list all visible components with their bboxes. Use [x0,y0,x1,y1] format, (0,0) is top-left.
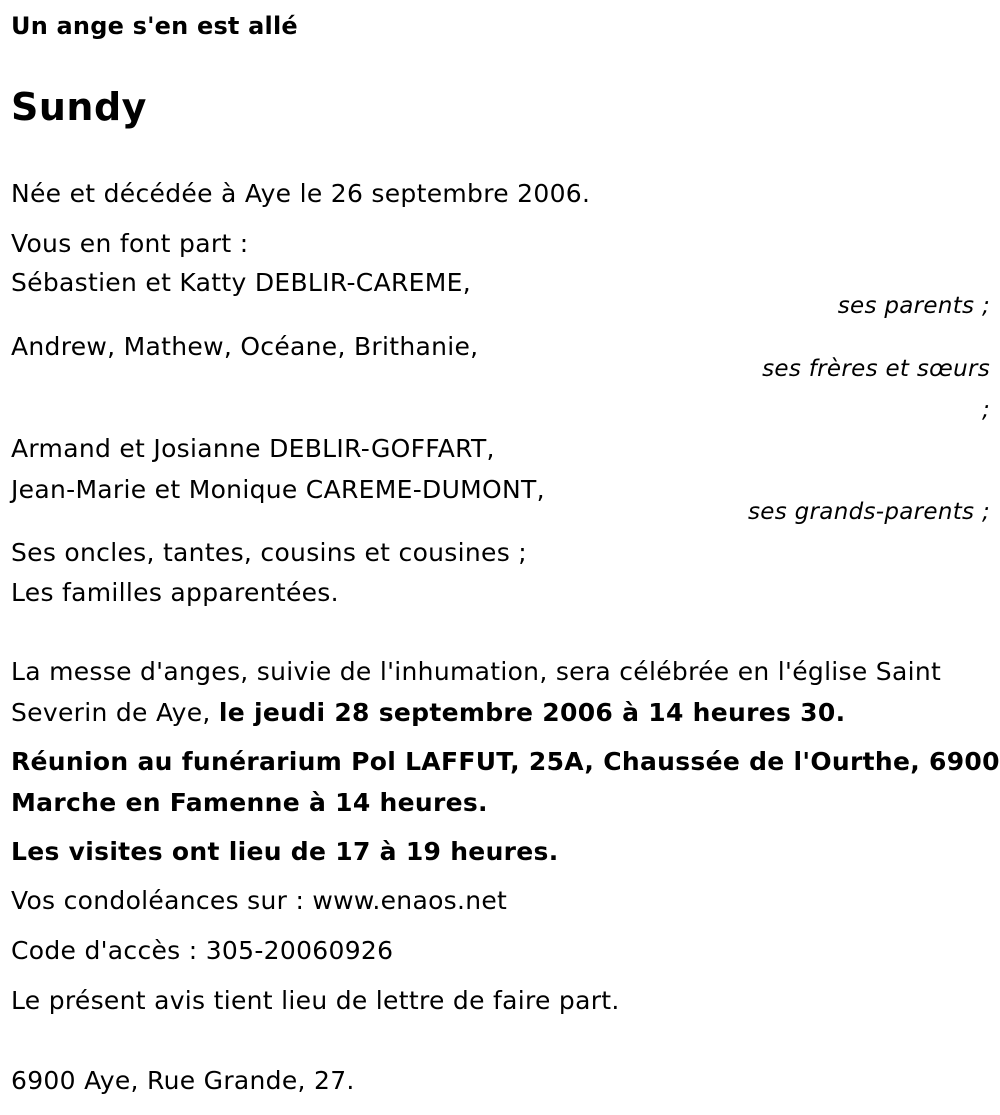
ceremony-line-2 [11,700,845,725]
parents-names: Sébastien et Katty DEBLIR-CAREME, [11,268,471,297]
meeting-line-2: Marche en Famenne à 14 heures. [11,788,488,817]
ceremony-line-1: La messe d'anges, suivie de l'inhumation, sera célébrée en l'église Saint [11,657,942,686]
ceremony-date: le jeudi 28 septembre 2006 à 14 heures 30. [218,698,846,727]
siblings-role-end: ; [981,397,990,423]
extended-family: Ses oncles, tantes, cousins et cousines ; [11,538,527,567]
visits-line: Les visites ont lieu de 17 à 19 heures. [11,837,559,866]
ceremony-place: Severin de Aye, [11,698,219,727]
grandparents-role: ses grands-parents ; [748,499,990,525]
meeting-line-1: Réunion au funérarium Pol LAFFUT, 25A, Chaussée de l'Ourthe, 6900 [11,747,1000,776]
grandparents-line-2: Jean-Marie et Monique CAREME-DUMONT, [11,475,545,504]
birth-death-line: Née et décédée à Aye le 26 septembre 2006. [11,179,591,208]
grandparents-line-1: Armand et Josianne DEBLIR-GOFFART, [11,434,495,463]
related-families: Les familles apparentées. [11,578,339,607]
announce-intro: Vous en font part : [11,229,249,258]
kicker-title: Un ange s'en est allé [11,12,298,40]
condolences-line: Vos condoléances sur : www.enaos.net [11,886,508,915]
parents-role: ses parents ; [837,293,990,319]
siblings-names: Andrew, Mathew, Océane, Brithanie, [11,332,479,361]
address-line: 6900 Aye, Rue Grande, 27. [11,1066,355,1095]
siblings-role: ses frères et sœurs [762,356,990,382]
notice-line: Le présent avis tient lieu de lettre de faire part. [11,986,620,1015]
access-code-line: Code d'accès : 305-20060926 [11,936,394,965]
deceased-name: Sundy [11,85,147,129]
